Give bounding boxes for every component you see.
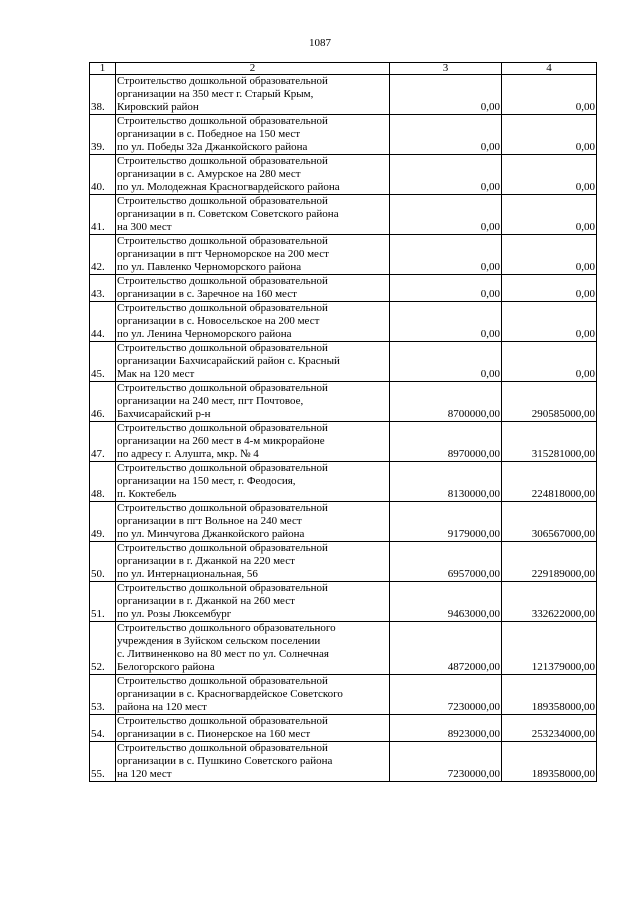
amount-col4: 0,00 (502, 302, 597, 342)
amount-col4: 253234000,00 (502, 715, 597, 742)
header-cell-1: 1 (90, 63, 116, 75)
object-name-line: Строительство дошкольной образовательной (117, 675, 328, 687)
object-name-line: организации на 240 мест, пгт Почтовое, (117, 395, 304, 407)
amount-col3: 0,00 (390, 342, 502, 382)
header-cell-4: 4 (502, 63, 597, 75)
amount-col4: 315281000,00 (502, 422, 597, 462)
object-name (116, 675, 390, 715)
object-name-line: по ул. Павленко Черноморского района (117, 261, 302, 273)
object-name-line: Строительство дошкольной образовательной (117, 382, 328, 394)
amount-col4: 189358000,00 (502, 742, 597, 782)
amount-col3: 0,00 (390, 75, 502, 115)
object-name-line: организации в г. Джанкой на 220 мест (117, 555, 295, 567)
object-name-line: Строительство дошкольной образовательной (117, 275, 328, 287)
header-row (90, 63, 597, 75)
amount-col4: 0,00 (502, 75, 597, 115)
object-name-line: по ул. Победы 32а Джанкойского района (117, 141, 308, 153)
row-number: 44. (90, 302, 116, 342)
object-name (116, 502, 390, 542)
object-name-line: Строительство дошкольной образовательной (117, 582, 328, 594)
amount-col3: 4872000,00 (390, 622, 502, 675)
object-name-line: организации в с. Новосельское на 200 мест (117, 315, 320, 327)
amount-col4: 306567000,00 (502, 502, 597, 542)
object-name-line: Строительство дошкольного образовательного (117, 622, 336, 634)
amount-col3: 0,00 (390, 115, 502, 155)
object-name-line: Мак на 120 мест (117, 368, 195, 380)
amount-col3: 8700000,00 (390, 382, 502, 422)
object-name-line: организации в с. Победное на 150 мест (117, 128, 301, 140)
object-name-line: по ул. Минчугова Джанкойского района (117, 528, 305, 540)
object-name-line: Строительство дошкольной образовательной (117, 742, 328, 754)
object-name-line: Строительство дошкольной образовательной (117, 422, 328, 434)
table-row (90, 502, 597, 542)
row-number: 38. (90, 75, 116, 115)
amount-col4: 189358000,00 (502, 675, 597, 715)
amount-col3: 0,00 (390, 275, 502, 302)
table-row (90, 155, 597, 195)
object-name-line: Строительство дошкольной образовательной (117, 502, 328, 514)
object-name-line: организации в пгт Вольное на 240 мест (117, 515, 302, 527)
object-name (116, 342, 390, 382)
object-name-line: Строительство дошкольной образовательной (117, 342, 328, 354)
amount-col4: 290585000,00 (502, 382, 597, 422)
object-name-line: организации на 150 мест, г. Феодосия, (117, 475, 296, 487)
row-number: 51. (90, 582, 116, 622)
object-name-line: Строительство дошкольной образовательной (117, 542, 328, 554)
table-row (90, 275, 597, 302)
amount-col4: 0,00 (502, 235, 597, 275)
object-name-line: организации в с. Пионерское на 160 мест (117, 728, 311, 740)
object-name (116, 275, 390, 302)
object-name (116, 75, 390, 115)
table-row (90, 235, 597, 275)
table-row (90, 462, 597, 502)
amount-col3: 8130000,00 (390, 462, 502, 502)
object-name-line: Белогорского района (117, 661, 215, 673)
object-name-line: организации в г. Джанкой на 260 мест (117, 595, 295, 607)
object-name (116, 742, 390, 782)
object-name-line: Строительство дошкольной образовательной (117, 235, 328, 247)
object-name-line: Строительство дошкольной образовательной (117, 155, 328, 167)
row-number: 53. (90, 675, 116, 715)
object-name-line: на 300 мест (117, 221, 172, 233)
row-number: 50. (90, 542, 116, 582)
object-name-line: на 120 мест (117, 768, 172, 780)
amount-col3: 0,00 (390, 195, 502, 235)
row-number: 42. (90, 235, 116, 275)
amount-col3: 9463000,00 (390, 582, 502, 622)
header-cell-2: 2 (116, 63, 390, 75)
amount-col3: 0,00 (390, 235, 502, 275)
table-row (90, 715, 597, 742)
object-name-line: Строительство дошкольной образовательной (117, 75, 328, 87)
row-number: 47. (90, 422, 116, 462)
amount-col3: 7230000,00 (390, 675, 502, 715)
table-row (90, 75, 597, 115)
row-number: 39. (90, 115, 116, 155)
object-name-line: организации на 260 мест в 4-м микрорайоне (117, 435, 325, 447)
row-number: 48. (90, 462, 116, 502)
table-row (90, 582, 597, 622)
object-name-line: организации на 350 мест г. Старый Крым, (117, 88, 314, 100)
object-name-line: организации в пгт Черноморское на 200 мест (117, 248, 329, 260)
object-name-line: по ул. Интернациональная, 56 (117, 568, 258, 580)
table-row (90, 115, 597, 155)
object-name-line: по ул. Ленина Черноморского района (117, 328, 292, 340)
row-number: 43. (90, 275, 116, 302)
object-name-line: Строительство дошкольной образовательной (117, 462, 328, 474)
row-number: 49. (90, 502, 116, 542)
object-name (116, 235, 390, 275)
object-name (116, 462, 390, 502)
object-name (116, 155, 390, 195)
row-number: 45. (90, 342, 116, 382)
object-name-line: Бахчисарайский р-н (117, 408, 211, 420)
object-name-line: Строительство дошкольной образовательной (117, 715, 328, 727)
header-cell-3: 3 (390, 63, 502, 75)
object-name-line: учреждения в Зуйском сельском поселении (117, 635, 321, 647)
amount-col4: 224818000,00 (502, 462, 597, 502)
object-name-line: Строительство дошкольной образовательной (117, 195, 328, 207)
object-name-line: п. Коктебель (117, 488, 177, 500)
table-row (90, 675, 597, 715)
object-name-line: Строительство дошкольной образовательной (117, 302, 328, 314)
table-row (90, 302, 597, 342)
object-name-line: по адресу г. Алушта, мкр. № 4 (117, 448, 259, 460)
object-name (116, 115, 390, 155)
table-row (90, 342, 597, 382)
object-name-line: по ул. Розы Люксембург (117, 608, 232, 620)
object-name-line: по ул. Молодежная Красногвардейского района (117, 181, 340, 193)
amount-col4: 229189000,00 (502, 542, 597, 582)
amount-col3: 9179000,00 (390, 502, 502, 542)
object-name-line: организации Бахчисарайский район с. Красный (117, 355, 340, 367)
row-number: 55. (90, 742, 116, 782)
object-name-line: организации в п. Советском Советского района (117, 208, 339, 220)
object-name-line: Кировский район (117, 101, 199, 113)
table-row (90, 382, 597, 422)
amount-col3: 8923000,00 (390, 715, 502, 742)
object-name (116, 382, 390, 422)
amount-col3: 7230000,00 (390, 742, 502, 782)
amount-col4: 332622000,00 (502, 582, 597, 622)
table-row (90, 742, 597, 782)
object-name-line: с. Литвиненково на 80 мест по ул. Солнечная (117, 648, 329, 660)
object-name-line: организации в с. Красногвардейское Советского (117, 688, 343, 700)
amount-col3: 0,00 (390, 155, 502, 195)
object-name (116, 542, 390, 582)
amount-col4: 121379000,00 (502, 622, 597, 675)
amount-col4: 0,00 (502, 195, 597, 235)
row-number: 41. (90, 195, 116, 235)
amount-col3: 0,00 (390, 302, 502, 342)
table-row (90, 422, 597, 462)
object-name-line: Строительство дошкольной образовательной (117, 115, 328, 127)
amount-col4: 0,00 (502, 342, 597, 382)
object-name (116, 622, 390, 675)
object-name (116, 422, 390, 462)
amount-col4: 0,00 (502, 275, 597, 302)
object-name-line: организации в с. Заречное на 160 мест (117, 288, 297, 300)
amount-col3: 8970000,00 (390, 422, 502, 462)
row-number: 52. (90, 622, 116, 675)
amount-col4: 0,00 (502, 155, 597, 195)
amount-col4: 0,00 (502, 115, 597, 155)
construction-table (89, 62, 597, 782)
table-row (90, 542, 597, 582)
object-name (116, 302, 390, 342)
table-row (90, 195, 597, 235)
object-name (116, 582, 390, 622)
table-row (90, 622, 597, 675)
amount-col3: 6957000,00 (390, 542, 502, 582)
page-number: 1087 (309, 37, 331, 49)
row-number: 54. (90, 715, 116, 742)
object-name (116, 195, 390, 235)
row-number: 40. (90, 155, 116, 195)
object-name-line: организации в с. Амурское на 280 мест (117, 168, 301, 180)
row-number: 46. (90, 382, 116, 422)
object-name-line: организации в с. Пушкино Советского района (117, 755, 333, 767)
object-name (116, 715, 390, 742)
object-name-line: района на 120 мест (117, 701, 207, 713)
